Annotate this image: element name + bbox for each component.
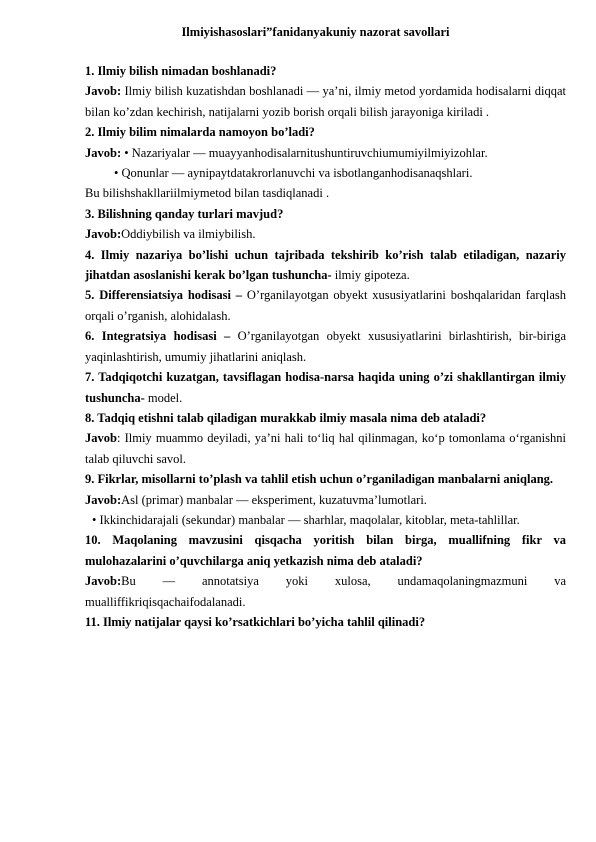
question-11: 11. Ilmiy natijalar qaysi ko’rsatkichlari bo’yicha tahlil qilinadi? (85, 614, 426, 629)
answer-2-end: Bu bilishshakllariilmiymetod bilan tasdiqlanadi . (85, 186, 330, 201)
answer-text: • Nazariyalar — muayyanhodisalarnitushuntiruvchiumumiyilmiyizohlar. (121, 145, 488, 160)
answer-8 (85, 428, 566, 469)
question-1: 1. Ilmiy bilish nimadan boshlanadi? (85, 64, 277, 78)
answer-label: Javob: (85, 227, 122, 242)
answer-text: ilmiy gipoteza. (331, 268, 410, 283)
answer-2 (85, 143, 566, 163)
answer-label: Javob: (85, 84, 122, 99)
question-7 (85, 367, 566, 408)
answer-text: Bu — annotatsiya yoki xulosa, undamaqolaningmazmuni va mualliffikriqisqachaifodalanadi. (85, 574, 566, 609)
answer-label: Javob: (85, 574, 122, 589)
question-5 (85, 285, 566, 326)
question-2: 2. Ilmiy bilim nimalarda namoyon bo’ladi? (85, 125, 315, 140)
question-text: 6. Integratsiya hodisasi – (85, 329, 231, 344)
question-text: 5. Differensiatsiya hodisasi – (85, 288, 243, 303)
answer-label: Javob: (85, 145, 122, 160)
answer-text: Oddiybilish va ilmiybilish. (121, 227, 256, 242)
answer-text: O’rganilayotgan obyekt xususiyatlarini boshqalaridan farqlash orqali o’rganish, alohidalash. (85, 288, 566, 323)
question-3: 3. Bilishning qanday turlari mavjud? (85, 206, 284, 221)
answer-text: Asl (primar) manbalar — eksperiment, kuzatuvma’lumotlari. (121, 492, 427, 507)
answer-3 (85, 224, 566, 244)
answer-1 (85, 81, 566, 122)
question-text: 7. Tadqiqotchi kuzatgan, tavsiflagan hodisa-narsa haqida uning o’zi shakllantirgan ilmiy tushuncha- (85, 370, 566, 405)
answer-label: Javob: (85, 492, 122, 507)
answer-text: model. (144, 390, 183, 405)
question-6 (85, 326, 566, 367)
answer-9-bullet: • Ikkinchidarajali (sekundar) manbalar — sharhlar, maqolalar, kitoblar, meta-tahlillar. (92, 512, 520, 527)
question-10: 10. Maqolaning mavzusini qisqacha yoritish bilan birga, muallifning fikr va mulohazalarini o’quvchilarga aniq yetkazish nima deb ataladi? (85, 533, 566, 568)
question-4 (85, 245, 566, 286)
question-9: 9. Fikrlar, misollarni to’plash va tahlil etish uchun o’rganiladigan manbalarni aniqlang. (85, 472, 554, 487)
question-8: 8. Tadqiq etishni talab qiladigan murakkab ilmiy masala nima deb ataladi? (85, 410, 487, 425)
answer-text: : Ilmiy muammo deyiladi, ya’ni hali to‘liq hal qilinmagan, ko‘p tomonlama o‘rganishni talab qiluvchi savol. (85, 431, 566, 466)
answer-10 (85, 571, 566, 612)
answer-9 (85, 490, 566, 510)
answer-text: Ilmiy bilish kuzatishdan boshlanadi — ya’ni, ilmiy metod yordamida hodisalarni diqqat bilan ko’zdan kechirish, natijalarni yozib borish orqali bilish jarayoniga kiriladi . (85, 84, 566, 119)
answer-label: Javob (85, 431, 117, 446)
page-title: Ilmiyishasoslari”fanidanyakuniy nazorat savollari (181, 25, 450, 39)
spacer (85, 42, 566, 61)
question-text: 4. Ilmiy nazariya bo’lishi uchun tajribada tekshirib ko’rish talab etiladigan, nazariy jihatdan asoslanishi kerak bo’lgan tushuncha- (85, 247, 566, 283)
answer-2-bullet: • Qonunlar — aynipaytdatakrorlanuvchi va isbotlanganhodisanaqshlari. (114, 166, 473, 181)
answer-text: O’rganilayotgan obyekt xususiyatlarini birlashtirish, bir-biriga yaqinlashtirish, umumiy jihatlarini aniqlash. (85, 329, 567, 364)
